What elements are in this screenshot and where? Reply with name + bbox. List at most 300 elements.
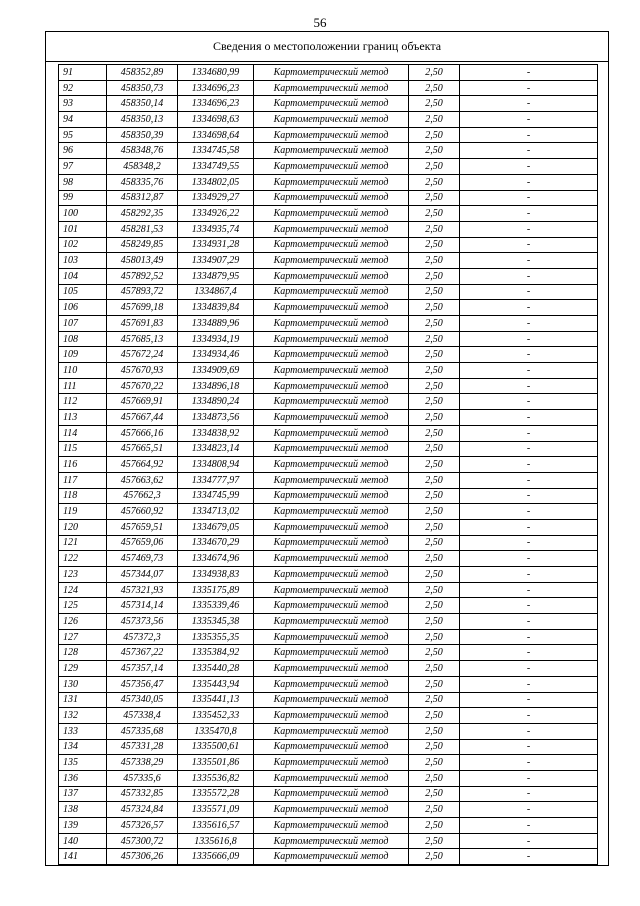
description-cell: - bbox=[460, 770, 598, 786]
accuracy-cell: 2,50 bbox=[409, 300, 460, 316]
point-number-cell: 123 bbox=[59, 567, 107, 583]
point-number-cell: 114 bbox=[59, 425, 107, 441]
point-number-cell: 130 bbox=[59, 676, 107, 692]
x-coordinate-cell: 457660,92 bbox=[107, 504, 178, 520]
description-cell: - bbox=[460, 488, 598, 504]
method-cell: Картометрический метод bbox=[254, 441, 409, 457]
description-cell: - bbox=[460, 363, 598, 379]
y-coordinate-cell: 1334777,97 bbox=[178, 472, 254, 488]
method-cell: Картометрический метод bbox=[254, 661, 409, 677]
point-number-cell: 92 bbox=[59, 80, 107, 96]
y-coordinate-cell: 1334909,69 bbox=[178, 363, 254, 379]
table-row bbox=[59, 221, 598, 237]
table-row bbox=[59, 661, 598, 677]
table-row bbox=[59, 441, 598, 457]
accuracy-cell: 2,50 bbox=[409, 770, 460, 786]
point-number-cell: 94 bbox=[59, 112, 107, 128]
point-number-cell: 127 bbox=[59, 629, 107, 645]
accuracy-cell: 2,50 bbox=[409, 237, 460, 253]
point-number-cell: 119 bbox=[59, 504, 107, 520]
table-row bbox=[59, 723, 598, 739]
accuracy-cell: 2,50 bbox=[409, 174, 460, 190]
method-cell: Картометрический метод bbox=[254, 159, 409, 175]
page-number: 56 bbox=[313, 15, 327, 30]
table-row bbox=[59, 504, 598, 520]
method-cell: Картометрический метод bbox=[254, 676, 409, 692]
description-cell: - bbox=[460, 535, 598, 551]
accuracy-cell: 2,50 bbox=[409, 818, 460, 834]
y-coordinate-cell: 1335470,8 bbox=[178, 723, 254, 739]
y-coordinate-cell: 1334749,55 bbox=[178, 159, 254, 175]
point-number-cell: 139 bbox=[59, 818, 107, 834]
accuracy-cell: 2,50 bbox=[409, 190, 460, 206]
x-coordinate-cell: 457356,47 bbox=[107, 676, 178, 692]
x-coordinate-cell: 457321,93 bbox=[107, 582, 178, 598]
x-coordinate-cell: 457892,52 bbox=[107, 268, 178, 284]
y-coordinate-cell: 1335501,86 bbox=[178, 755, 254, 771]
y-coordinate-cell: 1335441,13 bbox=[178, 692, 254, 708]
table-row bbox=[59, 363, 598, 379]
y-coordinate-cell: 1335500,61 bbox=[178, 739, 254, 755]
point-number-cell: 116 bbox=[59, 457, 107, 473]
accuracy-cell: 2,50 bbox=[409, 723, 460, 739]
accuracy-cell: 2,50 bbox=[409, 661, 460, 677]
accuracy-cell: 2,50 bbox=[409, 519, 460, 535]
y-coordinate-cell: 1334674,96 bbox=[178, 551, 254, 567]
method-cell: Картометрический метод bbox=[254, 629, 409, 645]
point-number-cell: 140 bbox=[59, 833, 107, 849]
x-coordinate-cell: 458249,85 bbox=[107, 237, 178, 253]
point-number-cell: 102 bbox=[59, 237, 107, 253]
method-cell: Картометрический метод bbox=[254, 488, 409, 504]
table-row bbox=[59, 676, 598, 692]
y-coordinate-cell: 1334896,18 bbox=[178, 378, 254, 394]
x-coordinate-cell: 458312,87 bbox=[107, 190, 178, 206]
description-cell: - bbox=[460, 394, 598, 410]
point-number-cell: 91 bbox=[59, 65, 107, 81]
x-coordinate-cell: 458350,73 bbox=[107, 80, 178, 96]
accuracy-cell: 2,50 bbox=[409, 363, 460, 379]
accuracy-cell: 2,50 bbox=[409, 786, 460, 802]
x-coordinate-cell: 457469,73 bbox=[107, 551, 178, 567]
method-cell: Картометрический метод bbox=[254, 472, 409, 488]
table-row bbox=[59, 410, 598, 426]
method-cell: Картометрический метод bbox=[254, 598, 409, 614]
table-row bbox=[59, 378, 598, 394]
method-cell: Картометрический метод bbox=[254, 174, 409, 190]
point-number-cell: 112 bbox=[59, 394, 107, 410]
x-coordinate-cell: 458352,89 bbox=[107, 65, 178, 81]
table-row bbox=[59, 159, 598, 175]
table-row bbox=[59, 598, 598, 614]
y-coordinate-cell: 1334696,23 bbox=[178, 80, 254, 96]
description-cell: - bbox=[460, 472, 598, 488]
y-coordinate-cell: 1334745,58 bbox=[178, 143, 254, 159]
point-number-cell: 121 bbox=[59, 535, 107, 551]
point-number-cell: 138 bbox=[59, 802, 107, 818]
point-number-cell: 128 bbox=[59, 645, 107, 661]
x-coordinate-cell: 457372,3 bbox=[107, 629, 178, 645]
description-cell: - bbox=[460, 676, 598, 692]
point-number-cell: 115 bbox=[59, 441, 107, 457]
y-coordinate-cell: 1334934,19 bbox=[178, 331, 254, 347]
method-cell: Картометрический метод bbox=[254, 582, 409, 598]
table-row bbox=[59, 614, 598, 630]
table-row bbox=[59, 174, 598, 190]
description-cell: - bbox=[460, 378, 598, 394]
table-row bbox=[59, 472, 598, 488]
accuracy-cell: 2,50 bbox=[409, 127, 460, 143]
y-coordinate-cell: 1335572,28 bbox=[178, 786, 254, 802]
x-coordinate-cell: 457326,57 bbox=[107, 818, 178, 834]
description-cell: - bbox=[460, 755, 598, 771]
x-coordinate-cell: 457699,18 bbox=[107, 300, 178, 316]
y-coordinate-cell: 1335443,94 bbox=[178, 676, 254, 692]
point-number-cell: 107 bbox=[59, 316, 107, 332]
y-coordinate-cell: 1334713,02 bbox=[178, 504, 254, 520]
y-coordinate-cell: 1334926,22 bbox=[178, 206, 254, 222]
point-number-cell: 131 bbox=[59, 692, 107, 708]
point-number-cell: 109 bbox=[59, 347, 107, 363]
table-row bbox=[59, 488, 598, 504]
description-cell: - bbox=[460, 347, 598, 363]
description-cell: - bbox=[460, 206, 598, 222]
x-coordinate-cell: 457335,6 bbox=[107, 770, 178, 786]
x-coordinate-cell: 458350,13 bbox=[107, 112, 178, 128]
accuracy-cell: 2,50 bbox=[409, 378, 460, 394]
accuracy-cell: 2,50 bbox=[409, 143, 460, 159]
point-number-cell: 96 bbox=[59, 143, 107, 159]
y-coordinate-cell: 1334879,95 bbox=[178, 268, 254, 284]
y-coordinate-cell: 1335355,35 bbox=[178, 629, 254, 645]
method-cell: Картометрический метод bbox=[254, 96, 409, 112]
y-coordinate-cell: 1335616,57 bbox=[178, 818, 254, 834]
method-cell: Картометрический метод bbox=[254, 739, 409, 755]
y-coordinate-cell: 1335452,33 bbox=[178, 708, 254, 724]
table-row bbox=[59, 551, 598, 567]
accuracy-cell: 2,50 bbox=[409, 598, 460, 614]
y-coordinate-cell: 1335175,89 bbox=[178, 582, 254, 598]
accuracy-cell: 2,50 bbox=[409, 96, 460, 112]
method-cell: Картометрический метод bbox=[254, 849, 409, 865]
x-coordinate-cell: 457338,29 bbox=[107, 755, 178, 771]
y-coordinate-cell: 1335666,09 bbox=[178, 849, 254, 865]
accuracy-cell: 2,50 bbox=[409, 629, 460, 645]
table-row bbox=[59, 645, 598, 661]
document-frame bbox=[45, 31, 609, 866]
point-number-cell: 113 bbox=[59, 410, 107, 426]
table-row bbox=[59, 190, 598, 206]
accuracy-cell: 2,50 bbox=[409, 441, 460, 457]
x-coordinate-cell: 457685,13 bbox=[107, 331, 178, 347]
method-cell: Картометрический метод bbox=[254, 127, 409, 143]
y-coordinate-cell: 1335440,28 bbox=[178, 661, 254, 677]
accuracy-cell: 2,50 bbox=[409, 457, 460, 473]
description-cell: - bbox=[460, 237, 598, 253]
description-cell: - bbox=[460, 65, 598, 81]
description-cell: - bbox=[460, 159, 598, 175]
x-coordinate-cell: 457672,24 bbox=[107, 347, 178, 363]
point-number-cell: 106 bbox=[59, 300, 107, 316]
point-number-cell: 100 bbox=[59, 206, 107, 222]
y-coordinate-cell: 1335339,46 bbox=[178, 598, 254, 614]
accuracy-cell: 2,50 bbox=[409, 551, 460, 567]
accuracy-cell: 2,50 bbox=[409, 472, 460, 488]
accuracy-cell: 2,50 bbox=[409, 676, 460, 692]
point-number-cell: 111 bbox=[59, 378, 107, 394]
y-coordinate-cell: 1335536,82 bbox=[178, 770, 254, 786]
accuracy-cell: 2,50 bbox=[409, 739, 460, 755]
x-coordinate-cell: 457314,14 bbox=[107, 598, 178, 614]
method-cell: Картометрический метод bbox=[254, 551, 409, 567]
table-row bbox=[59, 567, 598, 583]
point-number-cell: 132 bbox=[59, 708, 107, 724]
x-coordinate-cell: 457373,56 bbox=[107, 614, 178, 630]
x-coordinate-cell: 457665,51 bbox=[107, 441, 178, 457]
method-cell: Картометрический метод bbox=[254, 206, 409, 222]
description-cell: - bbox=[460, 96, 598, 112]
point-number-cell: 108 bbox=[59, 331, 107, 347]
x-coordinate-cell: 458348,2 bbox=[107, 159, 178, 175]
description-cell: - bbox=[460, 692, 598, 708]
y-coordinate-cell: 1334698,64 bbox=[178, 127, 254, 143]
table-row bbox=[59, 316, 598, 332]
description-cell: - bbox=[460, 598, 598, 614]
table-row bbox=[59, 80, 598, 96]
accuracy-cell: 2,50 bbox=[409, 535, 460, 551]
x-coordinate-cell: 458335,76 bbox=[107, 174, 178, 190]
y-coordinate-cell: 1335571,09 bbox=[178, 802, 254, 818]
table-row bbox=[59, 347, 598, 363]
table-row bbox=[59, 519, 598, 535]
y-coordinate-cell: 1334670,29 bbox=[178, 535, 254, 551]
method-cell: Картометрический метод bbox=[254, 221, 409, 237]
method-cell: Картометрический метод bbox=[254, 567, 409, 583]
accuracy-cell: 2,50 bbox=[409, 206, 460, 222]
y-coordinate-cell: 1334698,63 bbox=[178, 112, 254, 128]
method-cell: Картометрический метод bbox=[254, 723, 409, 739]
table-row bbox=[59, 394, 598, 410]
x-coordinate-cell: 457324,84 bbox=[107, 802, 178, 818]
description-cell: - bbox=[460, 833, 598, 849]
accuracy-cell: 2,50 bbox=[409, 567, 460, 583]
description-cell: - bbox=[460, 645, 598, 661]
x-coordinate-cell: 457340,05 bbox=[107, 692, 178, 708]
description-cell: - bbox=[460, 284, 598, 300]
description-cell: - bbox=[460, 190, 598, 206]
y-coordinate-cell: 1334696,23 bbox=[178, 96, 254, 112]
x-coordinate-cell: 457663,62 bbox=[107, 472, 178, 488]
point-number-cell: 136 bbox=[59, 770, 107, 786]
x-coordinate-cell: 457300,72 bbox=[107, 833, 178, 849]
description-cell: - bbox=[460, 441, 598, 457]
point-number-cell: 103 bbox=[59, 253, 107, 269]
table-row bbox=[59, 802, 598, 818]
y-coordinate-cell: 1334934,46 bbox=[178, 347, 254, 363]
method-cell: Картометрический метод bbox=[254, 457, 409, 473]
accuracy-cell: 2,50 bbox=[409, 394, 460, 410]
accuracy-cell: 2,50 bbox=[409, 80, 460, 96]
table-row bbox=[59, 96, 598, 112]
method-cell: Картометрический метод bbox=[254, 519, 409, 535]
point-number-cell: 110 bbox=[59, 363, 107, 379]
table-row bbox=[59, 629, 598, 645]
method-cell: Картометрический метод bbox=[254, 65, 409, 81]
description-cell: - bbox=[460, 739, 598, 755]
point-number-cell: 129 bbox=[59, 661, 107, 677]
table-row bbox=[59, 112, 598, 128]
description-cell: - bbox=[460, 629, 598, 645]
point-number-cell: 122 bbox=[59, 551, 107, 567]
accuracy-cell: 2,50 bbox=[409, 755, 460, 771]
description-cell: - bbox=[460, 786, 598, 802]
point-number-cell: 117 bbox=[59, 472, 107, 488]
description-cell: - bbox=[460, 519, 598, 535]
accuracy-cell: 2,50 bbox=[409, 316, 460, 332]
boundary-coordinates-table bbox=[58, 64, 598, 865]
description-cell: - bbox=[460, 143, 598, 159]
description-cell: - bbox=[460, 661, 598, 677]
table-row bbox=[59, 692, 598, 708]
point-number-cell: 104 bbox=[59, 268, 107, 284]
description-cell: - bbox=[460, 268, 598, 284]
point-number-cell: 95 bbox=[59, 127, 107, 143]
x-coordinate-cell: 457691,83 bbox=[107, 316, 178, 332]
method-cell: Картометрический метод bbox=[254, 818, 409, 834]
x-coordinate-cell: 457669,91 bbox=[107, 394, 178, 410]
method-cell: Картометрический метод bbox=[254, 692, 409, 708]
accuracy-cell: 2,50 bbox=[409, 833, 460, 849]
description-cell: - bbox=[460, 331, 598, 347]
point-number-cell: 98 bbox=[59, 174, 107, 190]
point-number-cell: 126 bbox=[59, 614, 107, 630]
method-cell: Картометрический метод bbox=[254, 347, 409, 363]
point-number-cell: 124 bbox=[59, 582, 107, 598]
x-coordinate-cell: 457664,92 bbox=[107, 457, 178, 473]
description-cell: - bbox=[460, 582, 598, 598]
y-coordinate-cell: 1334935,74 bbox=[178, 221, 254, 237]
y-coordinate-cell: 1334889,96 bbox=[178, 316, 254, 332]
y-coordinate-cell: 1334802,05 bbox=[178, 174, 254, 190]
y-coordinate-cell: 1334907,29 bbox=[178, 253, 254, 269]
method-cell: Картометрический метод bbox=[254, 190, 409, 206]
point-number-cell: 120 bbox=[59, 519, 107, 535]
method-cell: Картометрический метод bbox=[254, 425, 409, 441]
point-number-cell: 118 bbox=[59, 488, 107, 504]
point-number-cell: 141 bbox=[59, 849, 107, 865]
description-cell: - bbox=[460, 174, 598, 190]
y-coordinate-cell: 1334931,28 bbox=[178, 237, 254, 253]
accuracy-cell: 2,50 bbox=[409, 802, 460, 818]
y-coordinate-cell: 1334929,27 bbox=[178, 190, 254, 206]
description-cell: - bbox=[460, 802, 598, 818]
description-cell: - bbox=[460, 614, 598, 630]
description-cell: - bbox=[460, 551, 598, 567]
table-row bbox=[59, 755, 598, 771]
y-coordinate-cell: 1335616,8 bbox=[178, 833, 254, 849]
method-cell: Картометрический метод bbox=[254, 394, 409, 410]
x-coordinate-cell: 457893,72 bbox=[107, 284, 178, 300]
accuracy-cell: 2,50 bbox=[409, 221, 460, 237]
x-coordinate-cell: 458348,76 bbox=[107, 143, 178, 159]
method-cell: Картометрический метод bbox=[254, 316, 409, 332]
accuracy-cell: 2,50 bbox=[409, 708, 460, 724]
y-coordinate-cell: 1334838,92 bbox=[178, 425, 254, 441]
y-coordinate-cell: 1334890,24 bbox=[178, 394, 254, 410]
x-coordinate-cell: 457667,44 bbox=[107, 410, 178, 426]
table-row bbox=[59, 457, 598, 473]
method-cell: Картометрический метод bbox=[254, 833, 409, 849]
description-cell: - bbox=[460, 112, 598, 128]
y-coordinate-cell: 1334679,05 bbox=[178, 519, 254, 535]
table-row bbox=[59, 331, 598, 347]
method-cell: Картометрический метод bbox=[254, 504, 409, 520]
point-number-cell: 134 bbox=[59, 739, 107, 755]
accuracy-cell: 2,50 bbox=[409, 347, 460, 363]
method-cell: Картометрический метод bbox=[254, 802, 409, 818]
accuracy-cell: 2,50 bbox=[409, 614, 460, 630]
description-cell: - bbox=[460, 316, 598, 332]
method-cell: Картометрический метод bbox=[254, 645, 409, 661]
table-row bbox=[59, 284, 598, 300]
method-cell: Картометрический метод bbox=[254, 253, 409, 269]
description-cell: - bbox=[460, 849, 598, 865]
table-row bbox=[59, 708, 598, 724]
description-cell: - bbox=[460, 723, 598, 739]
x-coordinate-cell: 457670,22 bbox=[107, 378, 178, 394]
point-number-cell: 135 bbox=[59, 755, 107, 771]
accuracy-cell: 2,50 bbox=[409, 331, 460, 347]
table-row bbox=[59, 425, 598, 441]
method-cell: Картометрический метод bbox=[254, 363, 409, 379]
point-number-cell: 101 bbox=[59, 221, 107, 237]
method-cell: Картометрический метод bbox=[254, 708, 409, 724]
table-row bbox=[59, 65, 598, 81]
accuracy-cell: 2,50 bbox=[409, 268, 460, 284]
y-coordinate-cell: 1334839,84 bbox=[178, 300, 254, 316]
x-coordinate-cell: 457659,51 bbox=[107, 519, 178, 535]
y-coordinate-cell: 1335384,92 bbox=[178, 645, 254, 661]
x-coordinate-cell: 457332,85 bbox=[107, 786, 178, 802]
point-number-cell: 133 bbox=[59, 723, 107, 739]
y-coordinate-cell: 1334823,14 bbox=[178, 441, 254, 457]
method-cell: Картометрический метод bbox=[254, 535, 409, 551]
table-row bbox=[59, 818, 598, 834]
accuracy-cell: 2,50 bbox=[409, 645, 460, 661]
description-cell: - bbox=[460, 221, 598, 237]
method-cell: Картометрический метод bbox=[254, 786, 409, 802]
point-number-cell: 93 bbox=[59, 96, 107, 112]
accuracy-cell: 2,50 bbox=[409, 849, 460, 865]
x-coordinate-cell: 458013,49 bbox=[107, 253, 178, 269]
method-cell: Картометрический метод bbox=[254, 331, 409, 347]
x-coordinate-cell: 457357,14 bbox=[107, 661, 178, 677]
description-cell: - bbox=[460, 300, 598, 316]
y-coordinate-cell: 1334808,94 bbox=[178, 457, 254, 473]
method-cell: Картометрический метод bbox=[254, 80, 409, 96]
description-cell: - bbox=[460, 504, 598, 520]
x-coordinate-cell: 457344,07 bbox=[107, 567, 178, 583]
accuracy-cell: 2,50 bbox=[409, 253, 460, 269]
method-cell: Картометрический метод bbox=[254, 410, 409, 426]
method-cell: Картометрический метод bbox=[254, 284, 409, 300]
y-coordinate-cell: 1334867,4 bbox=[178, 284, 254, 300]
accuracy-cell: 2,50 bbox=[409, 65, 460, 81]
table-row bbox=[59, 535, 598, 551]
description-cell: - bbox=[460, 567, 598, 583]
x-coordinate-cell: 457662,3 bbox=[107, 488, 178, 504]
table-row bbox=[59, 127, 598, 143]
